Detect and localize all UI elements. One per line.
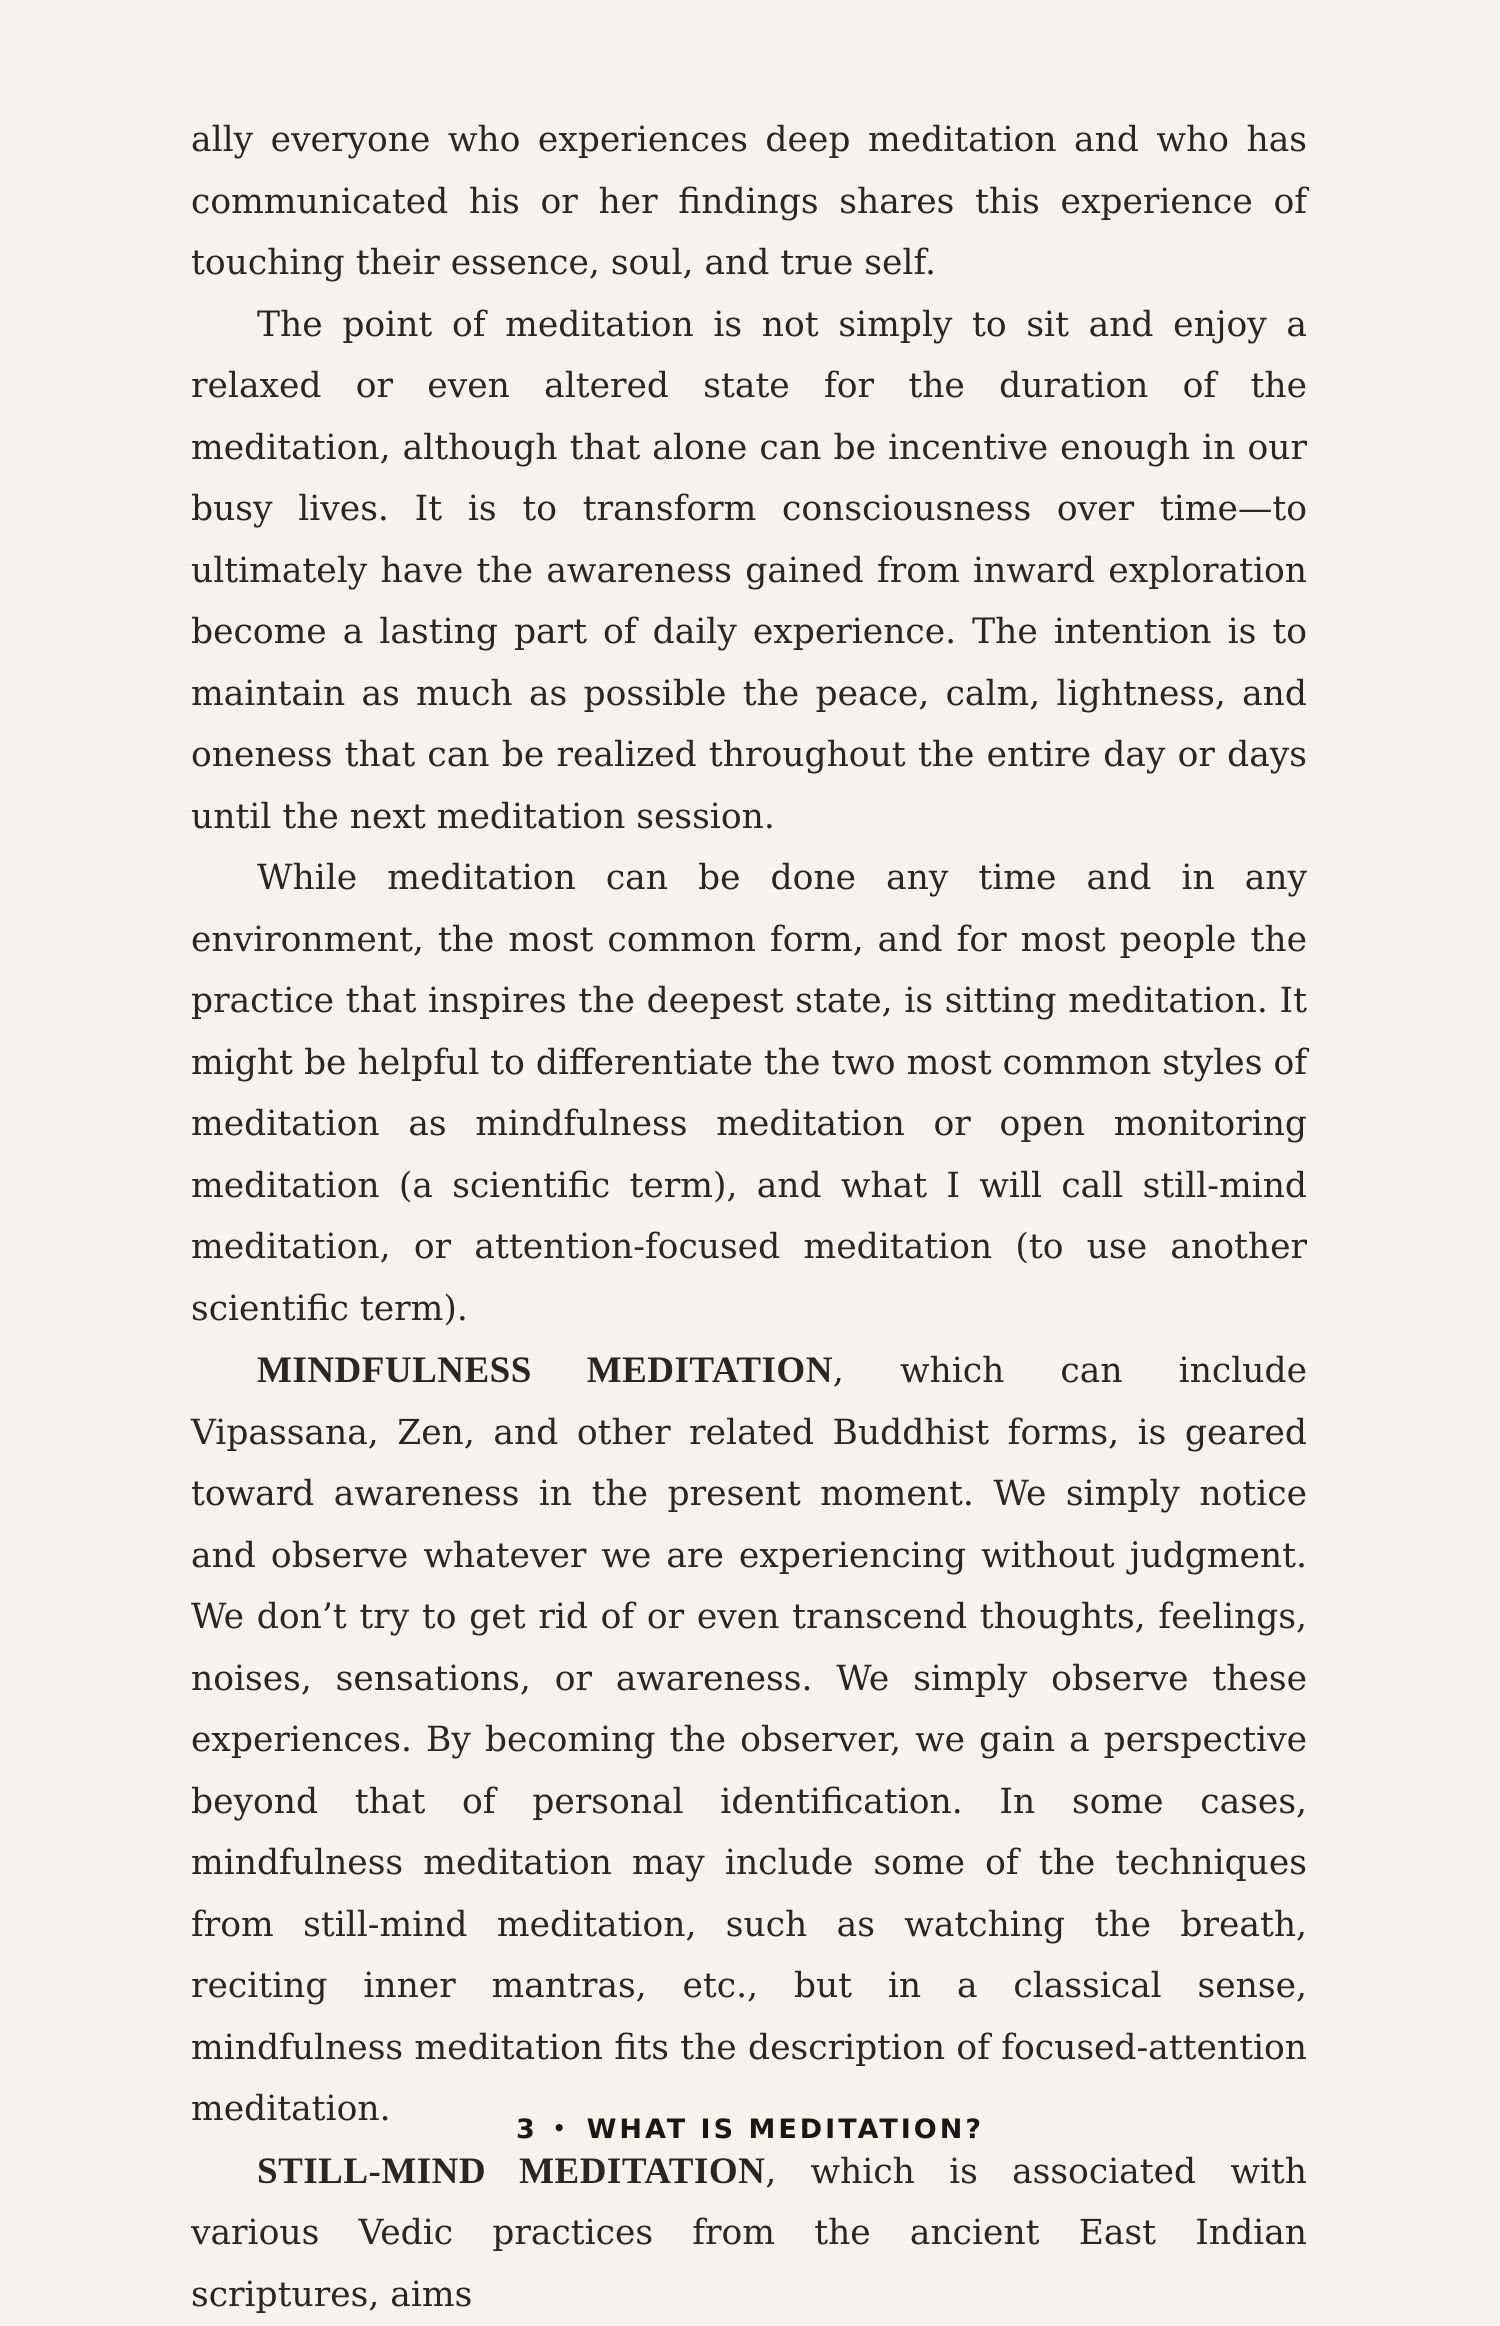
- run-in-heading: MINDFULNESS MEDITATION: [257, 1350, 833, 1391]
- paragraph-text: , which is associated with various Vedic practices from the ancient East Indian scriptures, aims: [191, 2152, 1307, 2315]
- paragraph-text: While meditation can be done any time and in any environment, the most common form, and for most people the practice that inspires the deepest state, is sitting meditation. It might be helpful to differentiate the two most common styles of meditation as mindfulness meditation or open monitoring meditation (a scientific term), and what I will call still-mind meditation, or attention-focused meditation (to use another scientific term).: [191, 858, 1307, 1329]
- paragraph-text: , which can include Vipassana, Zen, and other related Buddhist forms, is geared toward awareness in the present moment. We simply notice and observe whatever we are experiencing without judgment. We don’t try to get rid of or even transcend thoughts, feelings, noises, sensations, or awareness. We simply observe these experiences. By becoming the observer, we gain a perspective beyond that of personal identification. In some cases, mindfulness meditation may include some of the techniques from still-mind meditation, such as watching the breath, reciting inner mantras, etc., but in a classical sense, mindfulness meditation fits the description of focused-attention meditation.: [191, 1351, 1307, 2129]
- body-text: [191, 110, 1307, 2326]
- paragraph-mindfulness-meditation: [191, 1340, 1307, 2141]
- run-in-heading: STILL-MIND MEDITATION: [257, 2151, 765, 2192]
- page-number: 3: [516, 2114, 535, 2145]
- paragraph-still-mind-meditation: [191, 2141, 1307, 2326]
- paragraph-text: ally everyone who experiences deep meditation and who has communicated his or her findings shares this experience of touching their essence, soul, and true self.: [191, 120, 1307, 283]
- section-title: WHAT IS MEDITATION?: [587, 2114, 984, 2145]
- paragraph-sitting-meditation: [191, 848, 1307, 1340]
- paragraph-continuation: [191, 110, 1307, 295]
- paragraph-point-of-meditation: [191, 295, 1307, 849]
- paragraph-text: The point of meditation is not simply to sit and enjoy a relaxed or even altered state for the duration of the meditation, although that alone can be incentive enough in our busy lives. It is to transform consciousness over time—to ultimately have the awareness gained from inward exploration become a lasting part of daily experience. The intention is to maintain as much as possible the peace, calm, lightness, and oneness that can be realized throughout the entire day or days until the next meditation session.: [191, 305, 1307, 837]
- running-footer: [0, 2114, 1500, 2145]
- footer-separator: •: [553, 2116, 569, 2140]
